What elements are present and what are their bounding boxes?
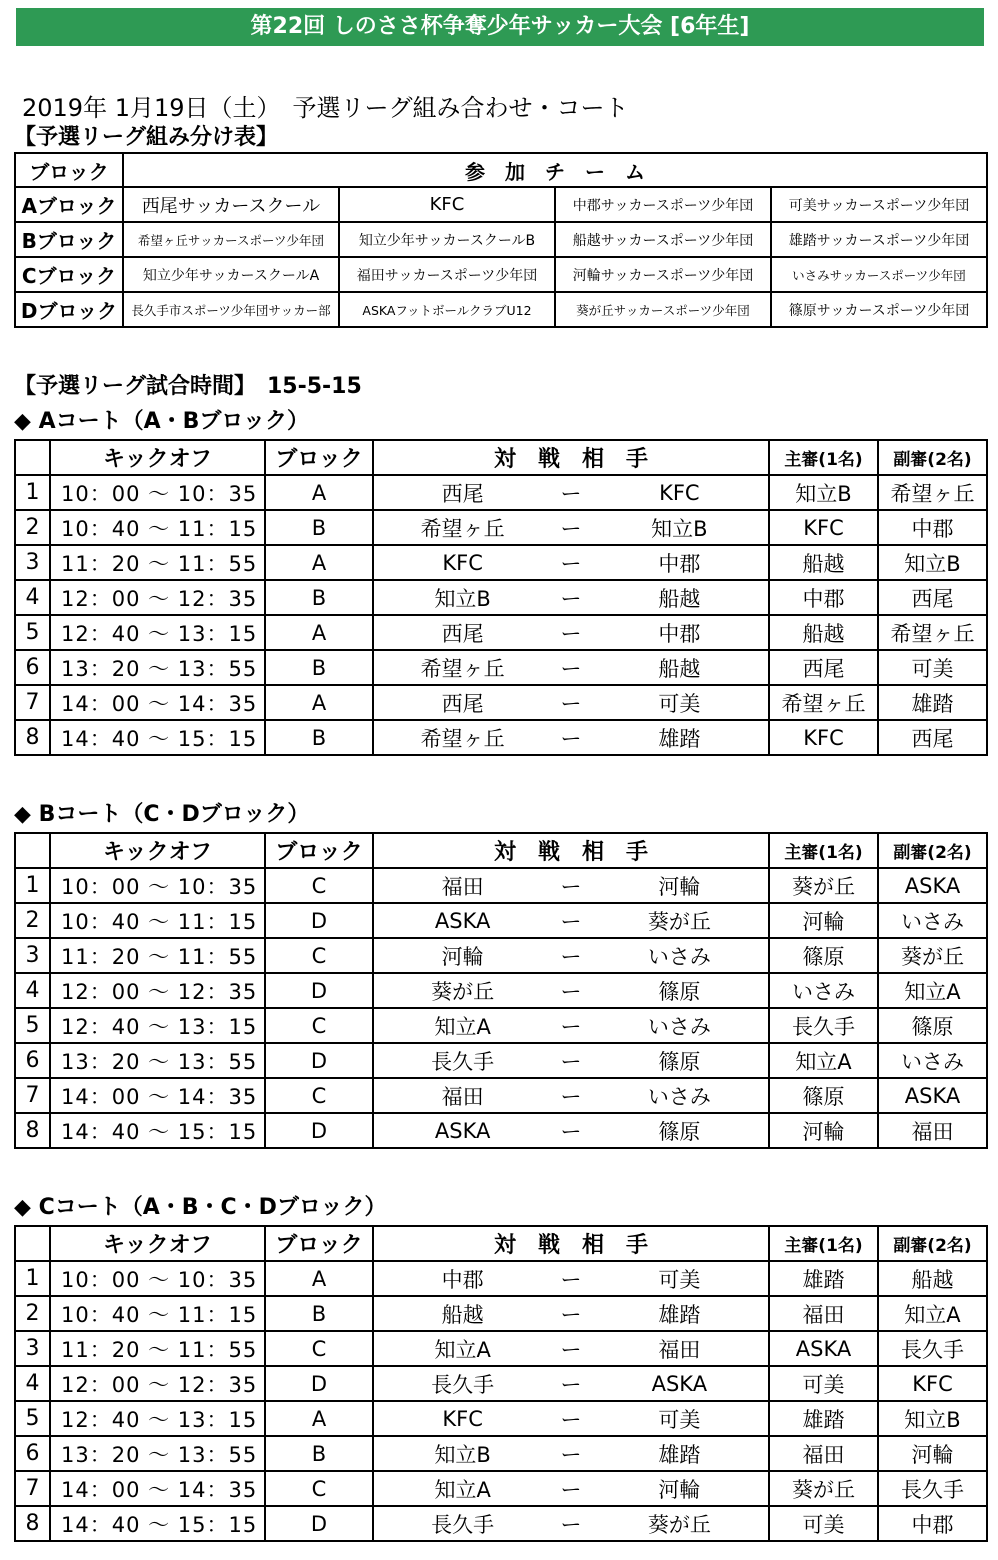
assistant-referee: 希望ヶ丘 xyxy=(878,615,987,650)
match-number: 6 xyxy=(15,1436,50,1471)
court-schedule-table xyxy=(14,832,988,1149)
table-row xyxy=(15,1471,987,1506)
match-block: A xyxy=(265,1401,373,1436)
header-number xyxy=(15,440,50,475)
away-team: 篠原 xyxy=(658,1119,701,1144)
group-block-c: Cブロック xyxy=(15,257,123,292)
away-team: 可美 xyxy=(658,1407,701,1432)
home-team: 福田 xyxy=(441,1084,484,1109)
date-heading: 2019年 1月19日（土） 予選リーグ組み合わせ・コート xyxy=(22,94,629,122)
kickoff-time: 13：20 ～ 13：55 xyxy=(50,650,265,685)
away-team: 中郡 xyxy=(658,551,701,576)
header-assistant: 副審(2名) xyxy=(878,1226,987,1261)
referee: 葵が丘 xyxy=(769,868,878,903)
referee: いさみ xyxy=(769,973,878,1008)
away-team: 福田 xyxy=(658,1337,701,1362)
table-row xyxy=(15,868,987,903)
header-kickoff: キックオフ xyxy=(50,440,265,475)
team-cell: 知立少年サッカースクールA xyxy=(123,257,339,292)
referee: 可美 xyxy=(769,1506,878,1541)
group-block-a: Aブロック xyxy=(15,187,123,222)
match-pairing xyxy=(373,1043,769,1078)
header-block: ブロック xyxy=(265,833,373,868)
match-pairing xyxy=(373,615,769,650)
kickoff-time: 14：40 ～ 15：15 xyxy=(50,1113,265,1148)
match-block: D xyxy=(265,1506,373,1541)
group-block-d: Dブロック xyxy=(15,292,123,327)
kickoff-time: 11：20 ～ 11：55 xyxy=(50,1331,265,1366)
match-block: C xyxy=(265,1008,373,1043)
match-pairing xyxy=(373,1401,769,1436)
tournament-banner: 第22回 しのささ杯争奪少年サッカー大会 [6年生] xyxy=(16,8,984,46)
match-number: 4 xyxy=(15,973,50,1008)
team-cell: 船越サッカースポーツ少年団 xyxy=(555,222,771,257)
header-match: 対 戦 相 手 xyxy=(373,1226,769,1261)
table-row xyxy=(15,1331,987,1366)
assistant-referee: 長久手 xyxy=(878,1471,987,1506)
table-row xyxy=(15,650,987,685)
header-number xyxy=(15,1226,50,1261)
header-assistant: 副審(2名) xyxy=(878,833,987,868)
table-row xyxy=(15,510,987,545)
versus-dash: ー xyxy=(560,1407,582,1432)
team-cell: KFC xyxy=(339,187,555,222)
team-cell: 知立少年サッカースクールB xyxy=(339,222,555,257)
away-team: 船越 xyxy=(658,656,701,681)
versus-dash: ー xyxy=(560,1372,582,1397)
match-block: A xyxy=(265,685,373,720)
home-team: 船越 xyxy=(441,1302,484,1327)
versus-dash: ー xyxy=(560,1442,582,1467)
match-number: 1 xyxy=(15,475,50,510)
home-team: 葵が丘 xyxy=(431,979,495,1004)
match-block: D xyxy=(265,1113,373,1148)
referee: 河輪 xyxy=(769,903,878,938)
assistant-referee: ASKA xyxy=(878,1078,987,1113)
header-block: ブロック xyxy=(265,1226,373,1261)
versus-dash: ー xyxy=(560,979,582,1004)
table-row xyxy=(15,685,987,720)
table-row xyxy=(15,1008,987,1043)
assistant-referee: 西尾 xyxy=(878,580,987,615)
referee: 雄踏 xyxy=(769,1401,878,1436)
court-title: ◆ Aコート（A・Bブロック） xyxy=(14,409,309,434)
referee: KFC xyxy=(769,720,878,755)
versus-dash: ー xyxy=(560,1049,582,1074)
match-pairing xyxy=(373,1471,769,1506)
versus-dash: ー xyxy=(560,1337,582,1362)
away-team: KFC xyxy=(659,480,700,505)
assistant-referee: 希望ヶ丘 xyxy=(878,475,987,510)
table-row xyxy=(15,1261,987,1296)
home-team: 河輪 xyxy=(441,944,484,969)
table-row xyxy=(15,1113,987,1148)
match-pairing xyxy=(373,1296,769,1331)
kickoff-time: 10：40 ～ 11：15 xyxy=(50,510,265,545)
match-number: 1 xyxy=(15,1261,50,1296)
match-pairing xyxy=(373,650,769,685)
group-table xyxy=(14,152,988,328)
assistant-referee: 河輪 xyxy=(878,1436,987,1471)
team-cell: 西尾サッカースクール xyxy=(123,187,339,222)
header-kickoff: キックオフ xyxy=(50,1226,265,1261)
team-cell: 雄踏サッカースポーツ少年団 xyxy=(771,222,987,257)
home-team: 長久手 xyxy=(431,1372,495,1397)
court-title: ◆ Cコート（A・B・C・Dブロック） xyxy=(14,1195,387,1220)
match-number: 5 xyxy=(15,1008,50,1043)
table-row xyxy=(15,545,987,580)
match-pairing xyxy=(373,1436,769,1471)
match-block: A xyxy=(265,1261,373,1296)
match-pairing xyxy=(373,1331,769,1366)
home-team: 知立A xyxy=(434,1477,491,1502)
header-kickoff: キックオフ xyxy=(50,833,265,868)
match-pairing xyxy=(373,903,769,938)
referee: 葵が丘 xyxy=(769,1471,878,1506)
kickoff-time: 11：20 ～ 11：55 xyxy=(50,545,265,580)
match-pairing xyxy=(373,545,769,580)
referee: 篠原 xyxy=(769,938,878,973)
away-team: 葵が丘 xyxy=(647,909,711,934)
schedule-header-row xyxy=(15,440,987,475)
referee: ASKA xyxy=(769,1331,878,1366)
referee: 長久手 xyxy=(769,1008,878,1043)
kickoff-time: 10：40 ～ 11：15 xyxy=(50,903,265,938)
away-team: ASKA xyxy=(651,1371,708,1396)
kickoff-time: 12：40 ～ 13：15 xyxy=(50,615,265,650)
home-team: 西尾 xyxy=(441,481,484,506)
away-team: 篠原 xyxy=(658,1049,701,1074)
home-team: 西尾 xyxy=(441,691,484,716)
match-time-title: 【予選リーグ試合時間】 15-5-15 xyxy=(14,374,362,399)
kickoff-time: 12：00 ～ 12：35 xyxy=(50,973,265,1008)
match-number: 4 xyxy=(15,580,50,615)
court-schedule-table xyxy=(14,439,988,756)
home-team: 中郡 xyxy=(441,1267,484,1292)
match-number: 2 xyxy=(15,510,50,545)
assistant-referee: 雄踏 xyxy=(878,685,987,720)
table-row xyxy=(15,1506,987,1541)
match-pairing xyxy=(373,685,769,720)
home-team: 希望ヶ丘 xyxy=(420,516,505,541)
assistant-referee: KFC xyxy=(878,1366,987,1401)
assistant-referee: 知立B xyxy=(878,1401,987,1436)
referee: 中郡 xyxy=(769,580,878,615)
assistant-referee: 中郡 xyxy=(878,1506,987,1541)
table-row xyxy=(15,938,987,973)
versus-dash: ー xyxy=(560,516,582,541)
table-row xyxy=(15,615,987,650)
versus-dash: ー xyxy=(560,1014,582,1039)
assistant-referee: 葵が丘 xyxy=(878,938,987,973)
versus-dash: ー xyxy=(560,586,582,611)
home-team: ASKA xyxy=(434,1118,491,1143)
home-team: KFC xyxy=(442,1406,483,1431)
match-pairing xyxy=(373,475,769,510)
match-number: 7 xyxy=(15,1078,50,1113)
away-team: 船越 xyxy=(658,586,701,611)
home-team: KFC xyxy=(442,550,483,575)
home-team: ASKA xyxy=(434,908,491,933)
match-number: 8 xyxy=(15,720,50,755)
team-cell: ASKAフットボールクラブU12 xyxy=(339,292,555,327)
kickoff-time: 14：00 ～ 14：35 xyxy=(50,1471,265,1506)
match-number: 7 xyxy=(15,685,50,720)
match-block: C xyxy=(265,1078,373,1113)
away-team: 可美 xyxy=(658,691,701,716)
versus-dash: ー xyxy=(560,691,582,716)
away-team: 雄踏 xyxy=(658,1302,701,1327)
kickoff-time: 10：00 ～ 10：35 xyxy=(50,868,265,903)
referee: 雄踏 xyxy=(769,1261,878,1296)
table-row xyxy=(15,1366,987,1401)
match-number: 8 xyxy=(15,1113,50,1148)
assistant-referee: 知立A xyxy=(878,973,987,1008)
table-row xyxy=(15,720,987,755)
assistant-referee: 長久手 xyxy=(878,1331,987,1366)
kickoff-time: 11：20 ～ 11：55 xyxy=(50,938,265,973)
match-pairing xyxy=(373,720,769,755)
match-number: 4 xyxy=(15,1366,50,1401)
referee: 知立A xyxy=(769,1043,878,1078)
table-row xyxy=(15,903,987,938)
header-block: ブロック xyxy=(265,440,373,475)
match-block: D xyxy=(265,973,373,1008)
match-block: C xyxy=(265,1331,373,1366)
match-pairing xyxy=(373,1261,769,1296)
header-referee: 主審(1名) xyxy=(769,440,878,475)
match-number: 7 xyxy=(15,1471,50,1506)
team-cell: 福田サッカースポーツ少年団 xyxy=(339,257,555,292)
away-team: 河輪 xyxy=(658,1477,701,1502)
assistant-referee: 知立B xyxy=(878,545,987,580)
header-referee: 主審(1名) xyxy=(769,833,878,868)
assistant-referee: 船越 xyxy=(878,1261,987,1296)
match-number: 8 xyxy=(15,1506,50,1541)
match-pairing xyxy=(373,1366,769,1401)
match-block: A xyxy=(265,615,373,650)
match-number: 3 xyxy=(15,1331,50,1366)
away-team: いさみ xyxy=(647,944,711,969)
table-row xyxy=(15,475,987,510)
match-number: 5 xyxy=(15,615,50,650)
match-number: 2 xyxy=(15,903,50,938)
versus-dash: ー xyxy=(560,944,582,969)
match-pairing xyxy=(373,1078,769,1113)
match-block: B xyxy=(265,510,373,545)
away-team: いさみ xyxy=(647,1014,711,1039)
versus-dash: ー xyxy=(560,621,582,646)
match-pairing xyxy=(373,1008,769,1043)
home-team: 西尾 xyxy=(441,621,484,646)
group-block-b: Bブロック xyxy=(15,222,123,257)
away-team: 雄踏 xyxy=(658,726,701,751)
versus-dash: ー xyxy=(560,1084,582,1109)
assistant-referee: 篠原 xyxy=(878,1008,987,1043)
match-block: C xyxy=(265,1471,373,1506)
team-cell: いさみサッカースポーツ少年団 xyxy=(771,257,987,292)
kickoff-time: 12：40 ～ 13：15 xyxy=(50,1401,265,1436)
home-team: 長久手 xyxy=(431,1049,495,1074)
match-block: D xyxy=(265,1043,373,1078)
schedule-header-row xyxy=(15,833,987,868)
kickoff-time: 14：40 ～ 15：15 xyxy=(50,720,265,755)
kickoff-time: 12：00 ～ 12：35 xyxy=(50,1366,265,1401)
referee: 船越 xyxy=(769,545,878,580)
match-pairing xyxy=(373,868,769,903)
header-assistant: 副審(2名) xyxy=(878,440,987,475)
referee: 希望ヶ丘 xyxy=(769,685,878,720)
match-number: 5 xyxy=(15,1401,50,1436)
match-block: B xyxy=(265,720,373,755)
referee: KFC xyxy=(769,510,878,545)
kickoff-time: 14：40 ～ 15：15 xyxy=(50,1506,265,1541)
home-team: 知立B xyxy=(434,1442,491,1467)
away-team: 可美 xyxy=(658,1267,701,1292)
match-pairing xyxy=(373,938,769,973)
versus-dash: ー xyxy=(560,874,582,899)
versus-dash: ー xyxy=(560,1477,582,1502)
match-block: D xyxy=(265,903,373,938)
group-table-title: 【予選リーグ組み分け表】 xyxy=(14,125,279,150)
team-cell: 篠原サッカースポーツ少年団 xyxy=(771,292,987,327)
group-header-block: ブロック xyxy=(15,153,123,187)
team-cell: 中郡サッカースポーツ少年団 xyxy=(555,187,771,222)
match-block: B xyxy=(265,580,373,615)
match-pairing xyxy=(373,1113,769,1148)
table-row xyxy=(15,1043,987,1078)
versus-dash: ー xyxy=(560,726,582,751)
home-team: 知立B xyxy=(434,586,491,611)
match-block: B xyxy=(265,1296,373,1331)
kickoff-time: 14：00 ～ 14：35 xyxy=(50,685,265,720)
assistant-referee: いさみ xyxy=(878,1043,987,1078)
versus-dash: ー xyxy=(560,551,582,576)
match-number: 6 xyxy=(15,650,50,685)
versus-dash: ー xyxy=(560,1267,582,1292)
header-match: 対 戦 相 手 xyxy=(373,833,769,868)
table-row xyxy=(15,1401,987,1436)
kickoff-time: 14：00 ～ 14：35 xyxy=(50,1078,265,1113)
header-number xyxy=(15,833,50,868)
versus-dash: ー xyxy=(560,1302,582,1327)
away-team: 河輪 xyxy=(658,874,701,899)
team-cell: 希望ヶ丘サッカースポーツ少年団 xyxy=(123,222,339,257)
table-row xyxy=(15,1436,987,1471)
kickoff-time: 12：00 ～ 12：35 xyxy=(50,580,265,615)
court-title: ◆ Bコート（C・Dブロック） xyxy=(14,802,310,827)
away-team: いさみ xyxy=(647,1084,711,1109)
match-block: B xyxy=(265,1436,373,1471)
away-team: 知立B xyxy=(651,516,708,541)
assistant-referee: ASKA xyxy=(878,868,987,903)
assistant-referee: 知立A xyxy=(878,1296,987,1331)
table-row xyxy=(15,1078,987,1113)
kickoff-time: 10：00 ～ 10：35 xyxy=(50,475,265,510)
team-cell: 長久手市スポーツ少年団サッカー部 xyxy=(123,292,339,327)
home-team: 希望ヶ丘 xyxy=(420,726,505,751)
referee: 福田 xyxy=(769,1296,878,1331)
away-team: 葵が丘 xyxy=(647,1512,711,1537)
home-team: 福田 xyxy=(441,874,484,899)
referee: 河輪 xyxy=(769,1113,878,1148)
kickoff-time: 13：20 ～ 13：55 xyxy=(50,1436,265,1471)
versus-dash: ー xyxy=(560,656,582,681)
match-pairing xyxy=(373,580,769,615)
match-number: 3 xyxy=(15,545,50,580)
referee: 船越 xyxy=(769,615,878,650)
referee: 知立B xyxy=(769,475,878,510)
match-number: 3 xyxy=(15,938,50,973)
match-pairing xyxy=(373,973,769,1008)
match-pairing xyxy=(373,1506,769,1541)
home-team: 知立A xyxy=(434,1337,491,1362)
referee: 可美 xyxy=(769,1366,878,1401)
group-header-teams: 参 加 チ ー ム xyxy=(123,153,987,187)
match-block: D xyxy=(265,1366,373,1401)
match-block: C xyxy=(265,938,373,973)
away-team: 篠原 xyxy=(658,979,701,1004)
assistant-referee: 可美 xyxy=(878,650,987,685)
assistant-referee: いさみ xyxy=(878,903,987,938)
match-block: A xyxy=(265,475,373,510)
referee: 篠原 xyxy=(769,1078,878,1113)
table-row xyxy=(15,973,987,1008)
assistant-referee: 中郡 xyxy=(878,510,987,545)
match-pairing xyxy=(373,510,769,545)
referee: 福田 xyxy=(769,1436,878,1471)
kickoff-time: 13：20 ～ 13：55 xyxy=(50,1043,265,1078)
kickoff-time: 10：40 ～ 11：15 xyxy=(50,1296,265,1331)
away-team: 雄踏 xyxy=(658,1442,701,1467)
assistant-referee: 西尾 xyxy=(878,720,987,755)
team-cell: 可美サッカースポーツ少年団 xyxy=(771,187,987,222)
versus-dash: ー xyxy=(560,1512,582,1537)
table-row xyxy=(15,580,987,615)
header-referee: 主審(1名) xyxy=(769,1226,878,1261)
home-team: 長久手 xyxy=(431,1512,495,1537)
team-cell: 葵が丘サッカースポーツ少年団 xyxy=(555,292,771,327)
assistant-referee: 福田 xyxy=(878,1113,987,1148)
versus-dash: ー xyxy=(560,481,582,506)
court-schedule-table xyxy=(14,1225,988,1542)
versus-dash: ー xyxy=(560,1119,582,1144)
away-team: 中郡 xyxy=(658,621,701,646)
match-number: 6 xyxy=(15,1043,50,1078)
schedule-header-row xyxy=(15,1226,987,1261)
header-match: 対 戦 相 手 xyxy=(373,440,769,475)
match-block: A xyxy=(265,545,373,580)
match-block: C xyxy=(265,868,373,903)
kickoff-time: 12：40 ～ 13：15 xyxy=(50,1008,265,1043)
versus-dash: ー xyxy=(560,909,582,934)
home-team: 知立A xyxy=(434,1014,491,1039)
team-cell: 河輪サッカースポーツ少年団 xyxy=(555,257,771,292)
match-block: B xyxy=(265,650,373,685)
match-number: 1 xyxy=(15,868,50,903)
kickoff-time: 10：00 ～ 10：35 xyxy=(50,1261,265,1296)
home-team: 希望ヶ丘 xyxy=(420,656,505,681)
match-number: 2 xyxy=(15,1296,50,1331)
table-row xyxy=(15,1296,987,1331)
referee: 西尾 xyxy=(769,650,878,685)
